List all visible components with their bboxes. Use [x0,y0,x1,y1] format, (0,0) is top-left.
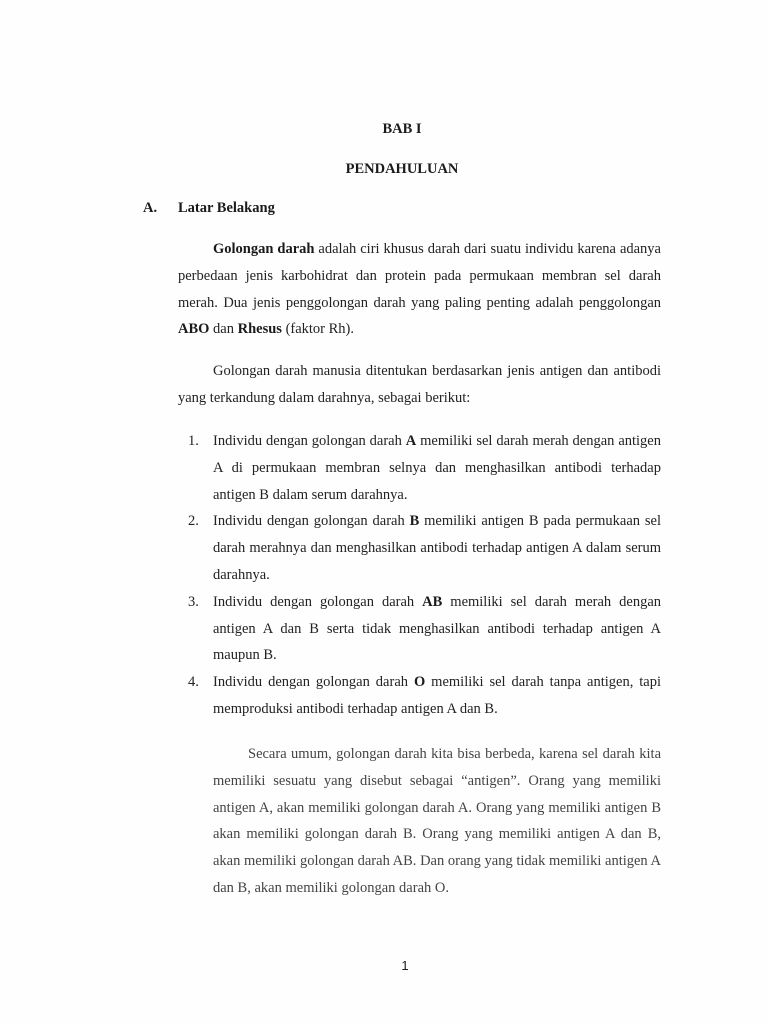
list-item [178,428,661,508]
chapter-title: PENDAHULUAN [345,161,459,177]
list-item [178,508,661,588]
paragraph-antigen-intro: Golongan darah manusia ditentukan berdasarkan jenis antigen dan antibodi yang terkandung dalam darahnya, sebagai berikut: [178,363,661,406]
chapter-heading: BAB I [382,121,422,137]
list-item [178,589,661,669]
blood-type: AB [422,593,443,610]
blood-type: B [409,513,420,530]
list-item-text: Individu dengan golongan darah [213,513,410,530]
paragraph-summary: Secara umum, golongan darah kita bisa berbeda, karena sel darah kita memiliki sesuatu yang disebut sebagai “antigen”. Orang yang memiliki antigen A, akan memiliki golongan darah A. Orang yang memiliki antigen B akan memiliki golongan darah B. Orang yang memiliki antigen A dan B, akan memiliki golongan darah AB. Dan orang yang tidak memiliki antigen A dan B, akan memiliki golongan darah O. [213,746,661,896]
paragraph1-text-2: dan [209,321,238,338]
list-item-text: Individu dengan golongan darah [213,593,423,610]
list-number: 2. [188,513,199,530]
term-rhesus: Rhesus [237,321,282,338]
list-item-text: memiliki sel darah tanpa antigen, tapi memproduksi antibodi terhadap antigen A dan B. [213,674,661,717]
section-letter: A. [143,200,158,216]
blood-type-list [178,428,661,723]
section-title: Latar Belakang [178,200,275,216]
list-number: 4. [188,674,199,691]
list-item-text: memiliki sel darah merah dengan antigen A dan B serta tidak menghasilkan antibodi terhadap antigen A maupun B. [213,593,662,664]
list-number: 1. [188,433,199,449]
list-number: 3. [188,593,199,610]
paragraph-blood-type-definition [178,236,661,343]
term-abo: ABO [178,321,210,338]
paragraph1-text-3: (faktor Rh). [281,321,355,338]
list-item-text: Individu dengan golongan darah [213,433,406,449]
section-heading [143,200,275,217]
paragraph1-text-1: adalah ciri khusus darah dari suatu individu karena adanya perbedaan jenis karbohidrat dan protein pada permukaan membran sel darah merah. Dua jenis penggolongan darah yang paling penting adalah penggolongan [178,241,661,311]
list-item-text: Individu dengan golongan darah [213,674,414,691]
term-golongan-darah: Golongan darah [213,241,315,257]
list-item-text: memiliki sel darah merah dengan antigen A di permukaan membran selnya dan menghasilkan antibodi terhadap antigen B dalam serum darahnya. [213,433,661,503]
blood-type: O [413,674,426,691]
page-number: 1 [401,958,409,973]
list-item [178,669,661,723]
list-item-text: memiliki antigen B pada permukaan sel darah merahnya dan menghasilkan antibodi terhadap antigen A dalam serum darahnya. [213,513,661,583]
blood-type: A [405,433,417,449]
